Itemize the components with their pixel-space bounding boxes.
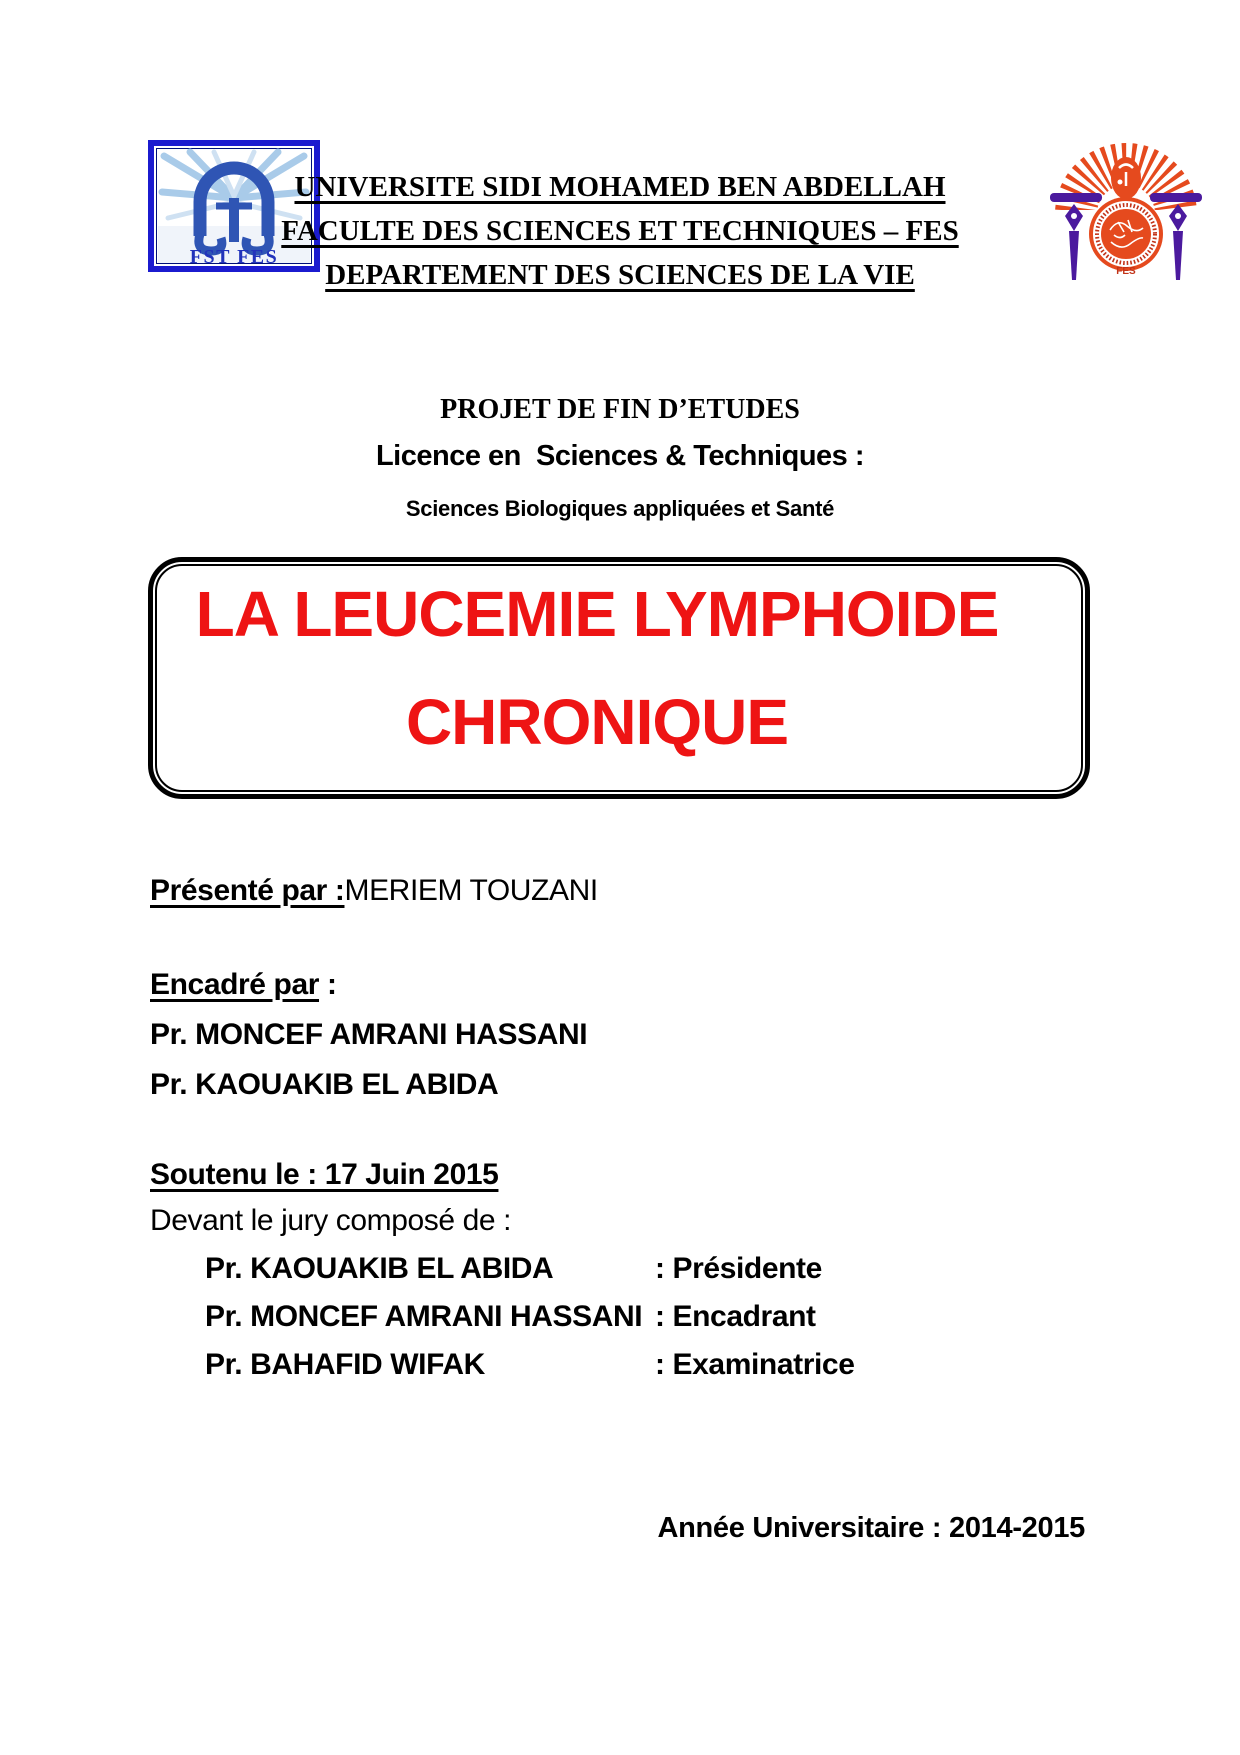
jury-intro-line: Devant le jury composé de : <box>150 1204 512 1237</box>
thesis-title-box <box>148 557 1090 799</box>
university-seal-icon <box>1048 134 1204 286</box>
jury-member-role: : Présidente <box>655 1252 822 1285</box>
licence-line: Licence en Sciences & Techniques : <box>375 440 865 472</box>
thesis-title-line2: CHRONIQUE <box>405 686 789 758</box>
fst-fes-logo-label: FST FES <box>189 246 279 268</box>
presented-by-line <box>150 874 598 908</box>
thesis-title-line1: LA LEUCEMIE LYMPHOIDE <box>195 578 999 650</box>
academic-year-line: Année Universitaire : 2014-2015 <box>657 1512 1085 1544</box>
jury-member-name: Pr. MONCEF AMRANI HASSANI <box>205 1300 643 1333</box>
projet-fin-etudes-title: PROJET DE FIN D’ETUDES <box>440 394 800 425</box>
student-name: MERIEM TOUZANI <box>344 874 598 907</box>
filiere-line: Sciences Biologiques appliquées et Santé <box>405 496 835 521</box>
seal-fes-label: FES <box>1116 266 1136 277</box>
defense-date-line <box>150 1158 498 1192</box>
jury-member-name: Pr. KAOUAKIB EL ABIDA <box>205 1252 554 1285</box>
jury-member-role: : Encadrant <box>655 1300 816 1333</box>
jury-member-role: : Examinatrice <box>655 1348 855 1381</box>
faculty-name-line: FACULTE DES SCIENCES ET TECHNIQUES – FES <box>281 215 959 247</box>
department-name-line: DEPARTEMENT DES SCIENCES DE LA VIE <box>325 259 915 291</box>
supervised-by-colon: : <box>319 968 337 1001</box>
supervisor-name-1: Pr. MONCEF AMRANI HASSANI <box>150 1018 588 1051</box>
defense-date-text: Soutenu le : 17 Juin 2015 <box>150 1158 499 1191</box>
title-box-inner-border <box>155 564 1083 792</box>
supervisor-name-2: Pr. KAOUAKIB EL ABIDA <box>150 1068 499 1101</box>
presented-by-label: Présenté par : <box>150 874 345 907</box>
university-name-line: UNIVERSITE SIDI MOHAMED BEN ABDELLAH <box>294 171 946 203</box>
jury-member-name: Pr. BAHAFID WIFAK <box>205 1348 485 1381</box>
supervised-by-line <box>150 968 337 1002</box>
supervised-by-label: Encadré par <box>150 968 320 1001</box>
